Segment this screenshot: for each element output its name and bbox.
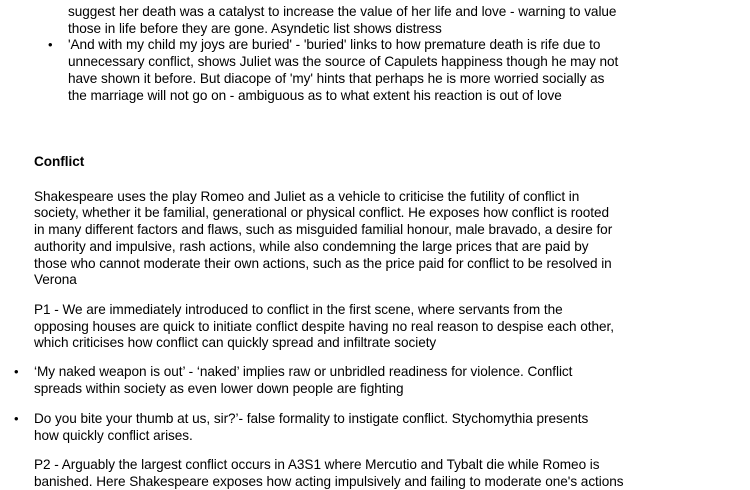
text-line: spreads within society as even lower down people are fighting <box>34 381 404 396</box>
text-line: P2 - Arguably the largest conflict occurs in A3S1 where Mercutio and Tybalt die while Romeo is <box>34 457 600 472</box>
text-line: Shakespeare uses the play Romeo and Juliet as a vehicle to criticise the futility of conflict in <box>34 189 580 204</box>
text-line: have shown it before. But diacope of 'my' hints that perhaps he is more worried socially as <box>68 71 605 86</box>
text-line: those who cannot moderate their own actions, such as the price paid for conflict to be resolved in <box>34 256 612 271</box>
text-line: the marriage will not go on - ambiguous as to what extent his reaction is out of love <box>68 88 562 103</box>
text-line: those in life before they are gone. Asyndetic list shows distress <box>68 21 442 36</box>
text-line: society, whether it be familial, generational or physical conflict. He exposes how conflict is rooted <box>34 205 609 220</box>
text-line: how quickly conflict arises. <box>34 428 193 443</box>
text-line: 'And with my child my joys are buried' - 'buried' links to how premature death is rife due to <box>68 37 601 52</box>
text-line: which criticises how conflict can quickly spread and infiltrate society <box>34 335 437 350</box>
text-line: suggest her death was a catalyst to increase the value of her life and love - warning to value <box>68 4 617 19</box>
bullet-marker: • <box>14 411 19 426</box>
text-line: ‘My naked weapon is out’ - ‘naked’ implies raw or unbridled readiness for violence. Conflict <box>34 364 573 379</box>
text-line: in many different factors and flaws, such as misguided familial honour, male bravado, a desire for <box>34 222 613 237</box>
bullet-marker: • <box>14 364 19 379</box>
text-line: authority and impulsive, rash actions, while also condemning the large prices that are paid by <box>34 239 589 254</box>
section-heading: Conflict <box>34 154 85 169</box>
text-line: banished. Here Shakespeare exposes how acting impulsively and failing to moderate one's actions <box>34 474 624 489</box>
bullet-marker: • <box>48 37 53 52</box>
text-line: unnecessary conflict, shows Juliet was the source of Capulets happiness though he may not <box>68 54 619 69</box>
text-line: Verona <box>34 272 77 287</box>
text-line: P1 - We are immediately introduced to conflict in the first scene, where servants from the <box>34 302 563 317</box>
text-line: Do you bite your thumb at us, sir?’- false formality to instigate conflict. Stychomythia presents <box>34 411 589 426</box>
text-line: opposing houses are quick to initiate conflict despite having no real reason to despise each other, <box>34 319 614 334</box>
